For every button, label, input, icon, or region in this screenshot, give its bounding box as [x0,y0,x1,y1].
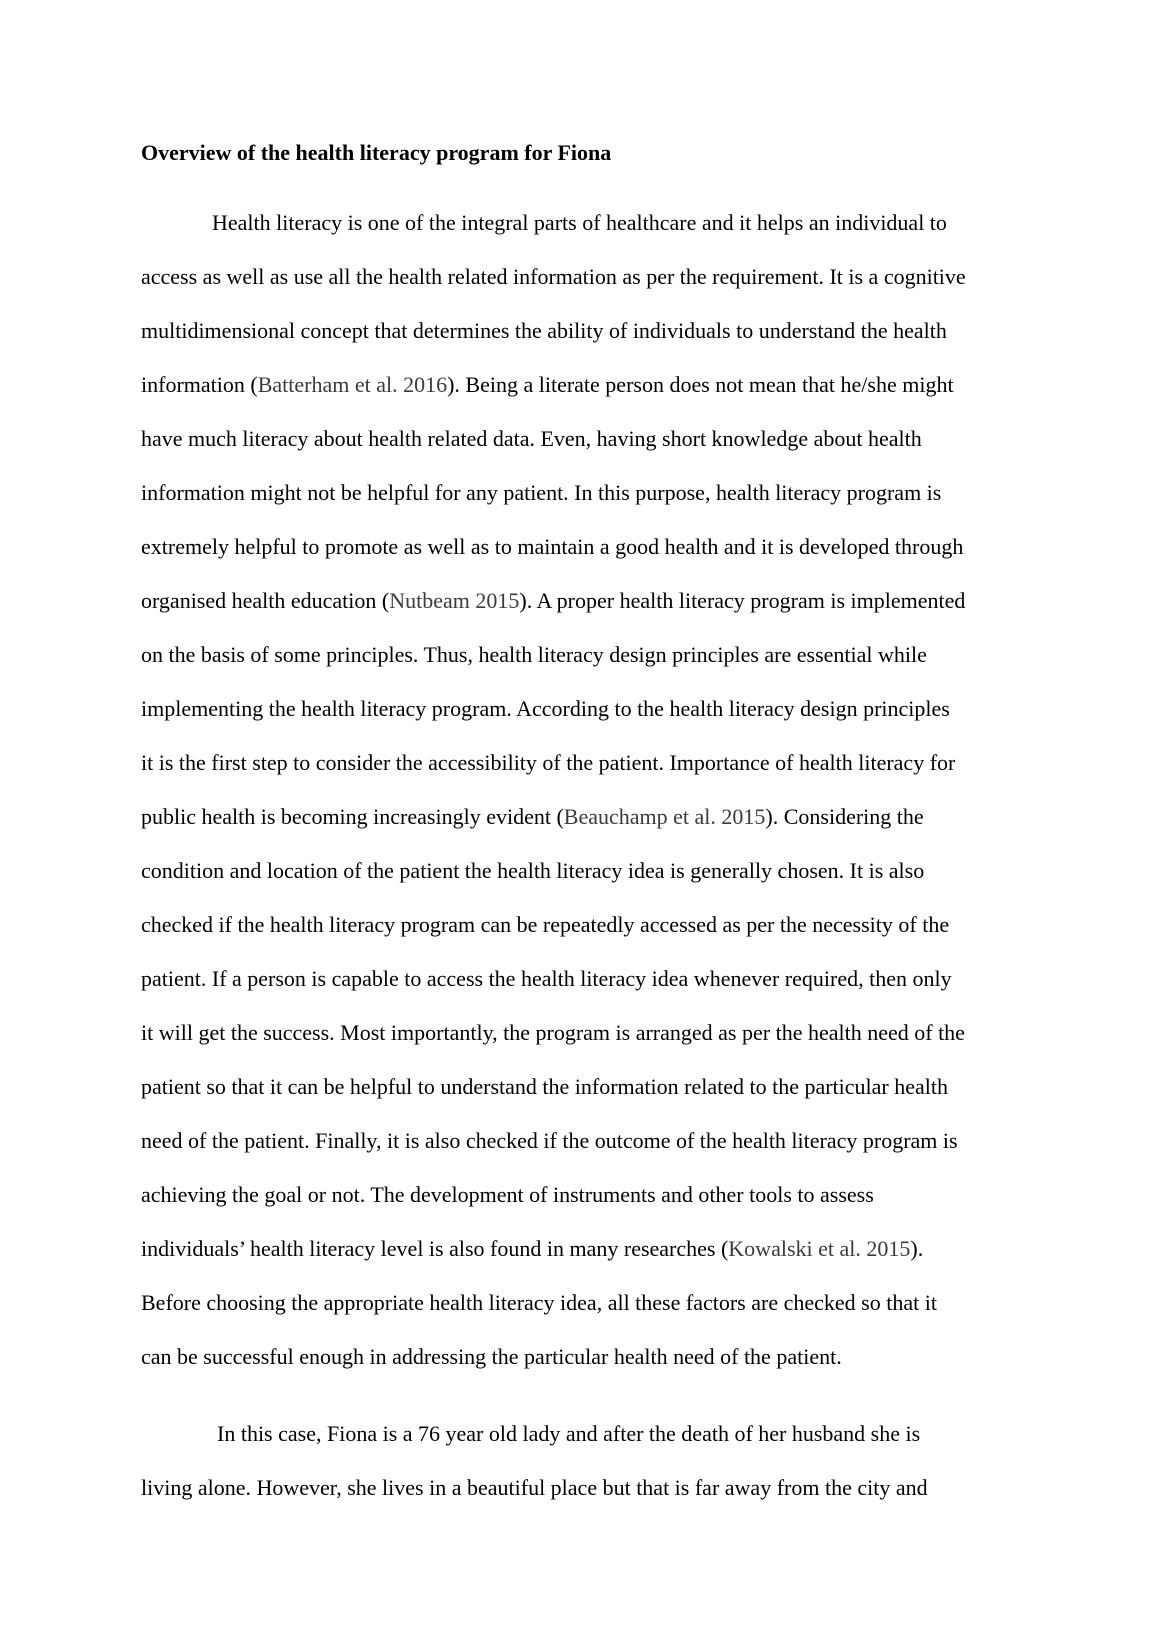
text-line: it is the first step to consider the accessibility of the patient. Importance of health literacy for [141,750,956,775]
citation: Beauchamp et al. 2015 [563,804,766,829]
text-line: achieving the goal or not. The development of instruments and other tools to assess [141,1182,874,1207]
paragraph-1 [141,208,1041,1396]
text-line: Before choosing the appropriate health literacy idea, all these factors are checked so that it [141,1290,937,1315]
paragraph-2 [141,1419,1041,1527]
citation: Kowalski et al. 2015 [728,1236,911,1261]
text-line: need of the patient. Finally, it is also checked if the outcome of the health literacy program is [141,1128,958,1153]
text-line: Health literacy is one of the integral parts of healthcare and it helps an individual to [212,210,947,235]
citation: Nutbeam 2015 [389,588,520,613]
text-line: checked if the health literacy program can be repeatedly accessed as per the necessity of the [141,912,950,937]
text-line: extremely helpful to promote as well as to maintain a good health and it is developed through [141,534,964,559]
text-line: living alone. However, she lives in a beautiful place but that is far away from the city and [141,1475,928,1500]
text-line: public health is becoming increasingly evident (Beauchamp et al. 2015). Considering the [141,804,924,829]
text-line: condition and location of the patient the health literacy idea is generally chosen. It is also [141,858,925,883]
text-line: patient so that it can be helpful to understand the information related to the particular health [141,1074,949,1099]
text-line: In this case, Fiona is a 76 year old lady and after the death of her husband she is [217,1421,921,1446]
text-line: access as well as use all the health related information as per the requirement. It is a cognitive [141,264,966,289]
text-line: multidimensional concept that determines the ability of individuals to understand the health [141,318,947,343]
citation: Batterham et al. 2016 [257,372,448,397]
text-line: patient. If a person is capable to access the health literacy idea whenever required, then only [141,966,952,991]
text-line: individuals’ health literacy level is also found in many researches (Kowalski et al. 2015). [141,1236,924,1261]
text-line: on the basis of some principles. Thus, health literacy design principles are essential while [141,642,927,667]
text-line: it will get the success. Most importantly, the program is arranged as per the health need of the [141,1020,965,1045]
text-line: information might not be helpful for any patient. In this purpose, health literacy program is [141,480,942,505]
text-line: organised health education (Nutbeam 2015). A proper health literacy program is implemented [141,588,966,613]
text-line: can be successful enough in addressing the particular health need of the patient. [141,1344,842,1369]
section-heading: Overview of the health literacy program for Fiona [141,140,612,165]
text-line: information (Batterham et al. 2016). Being a literate person does not mean that he/she might [141,372,954,397]
text-line: have much literacy about health related data. Even, having short knowledge about health [141,426,922,451]
text-line: implementing the health literacy program. According to the health literacy design principles [141,696,950,721]
